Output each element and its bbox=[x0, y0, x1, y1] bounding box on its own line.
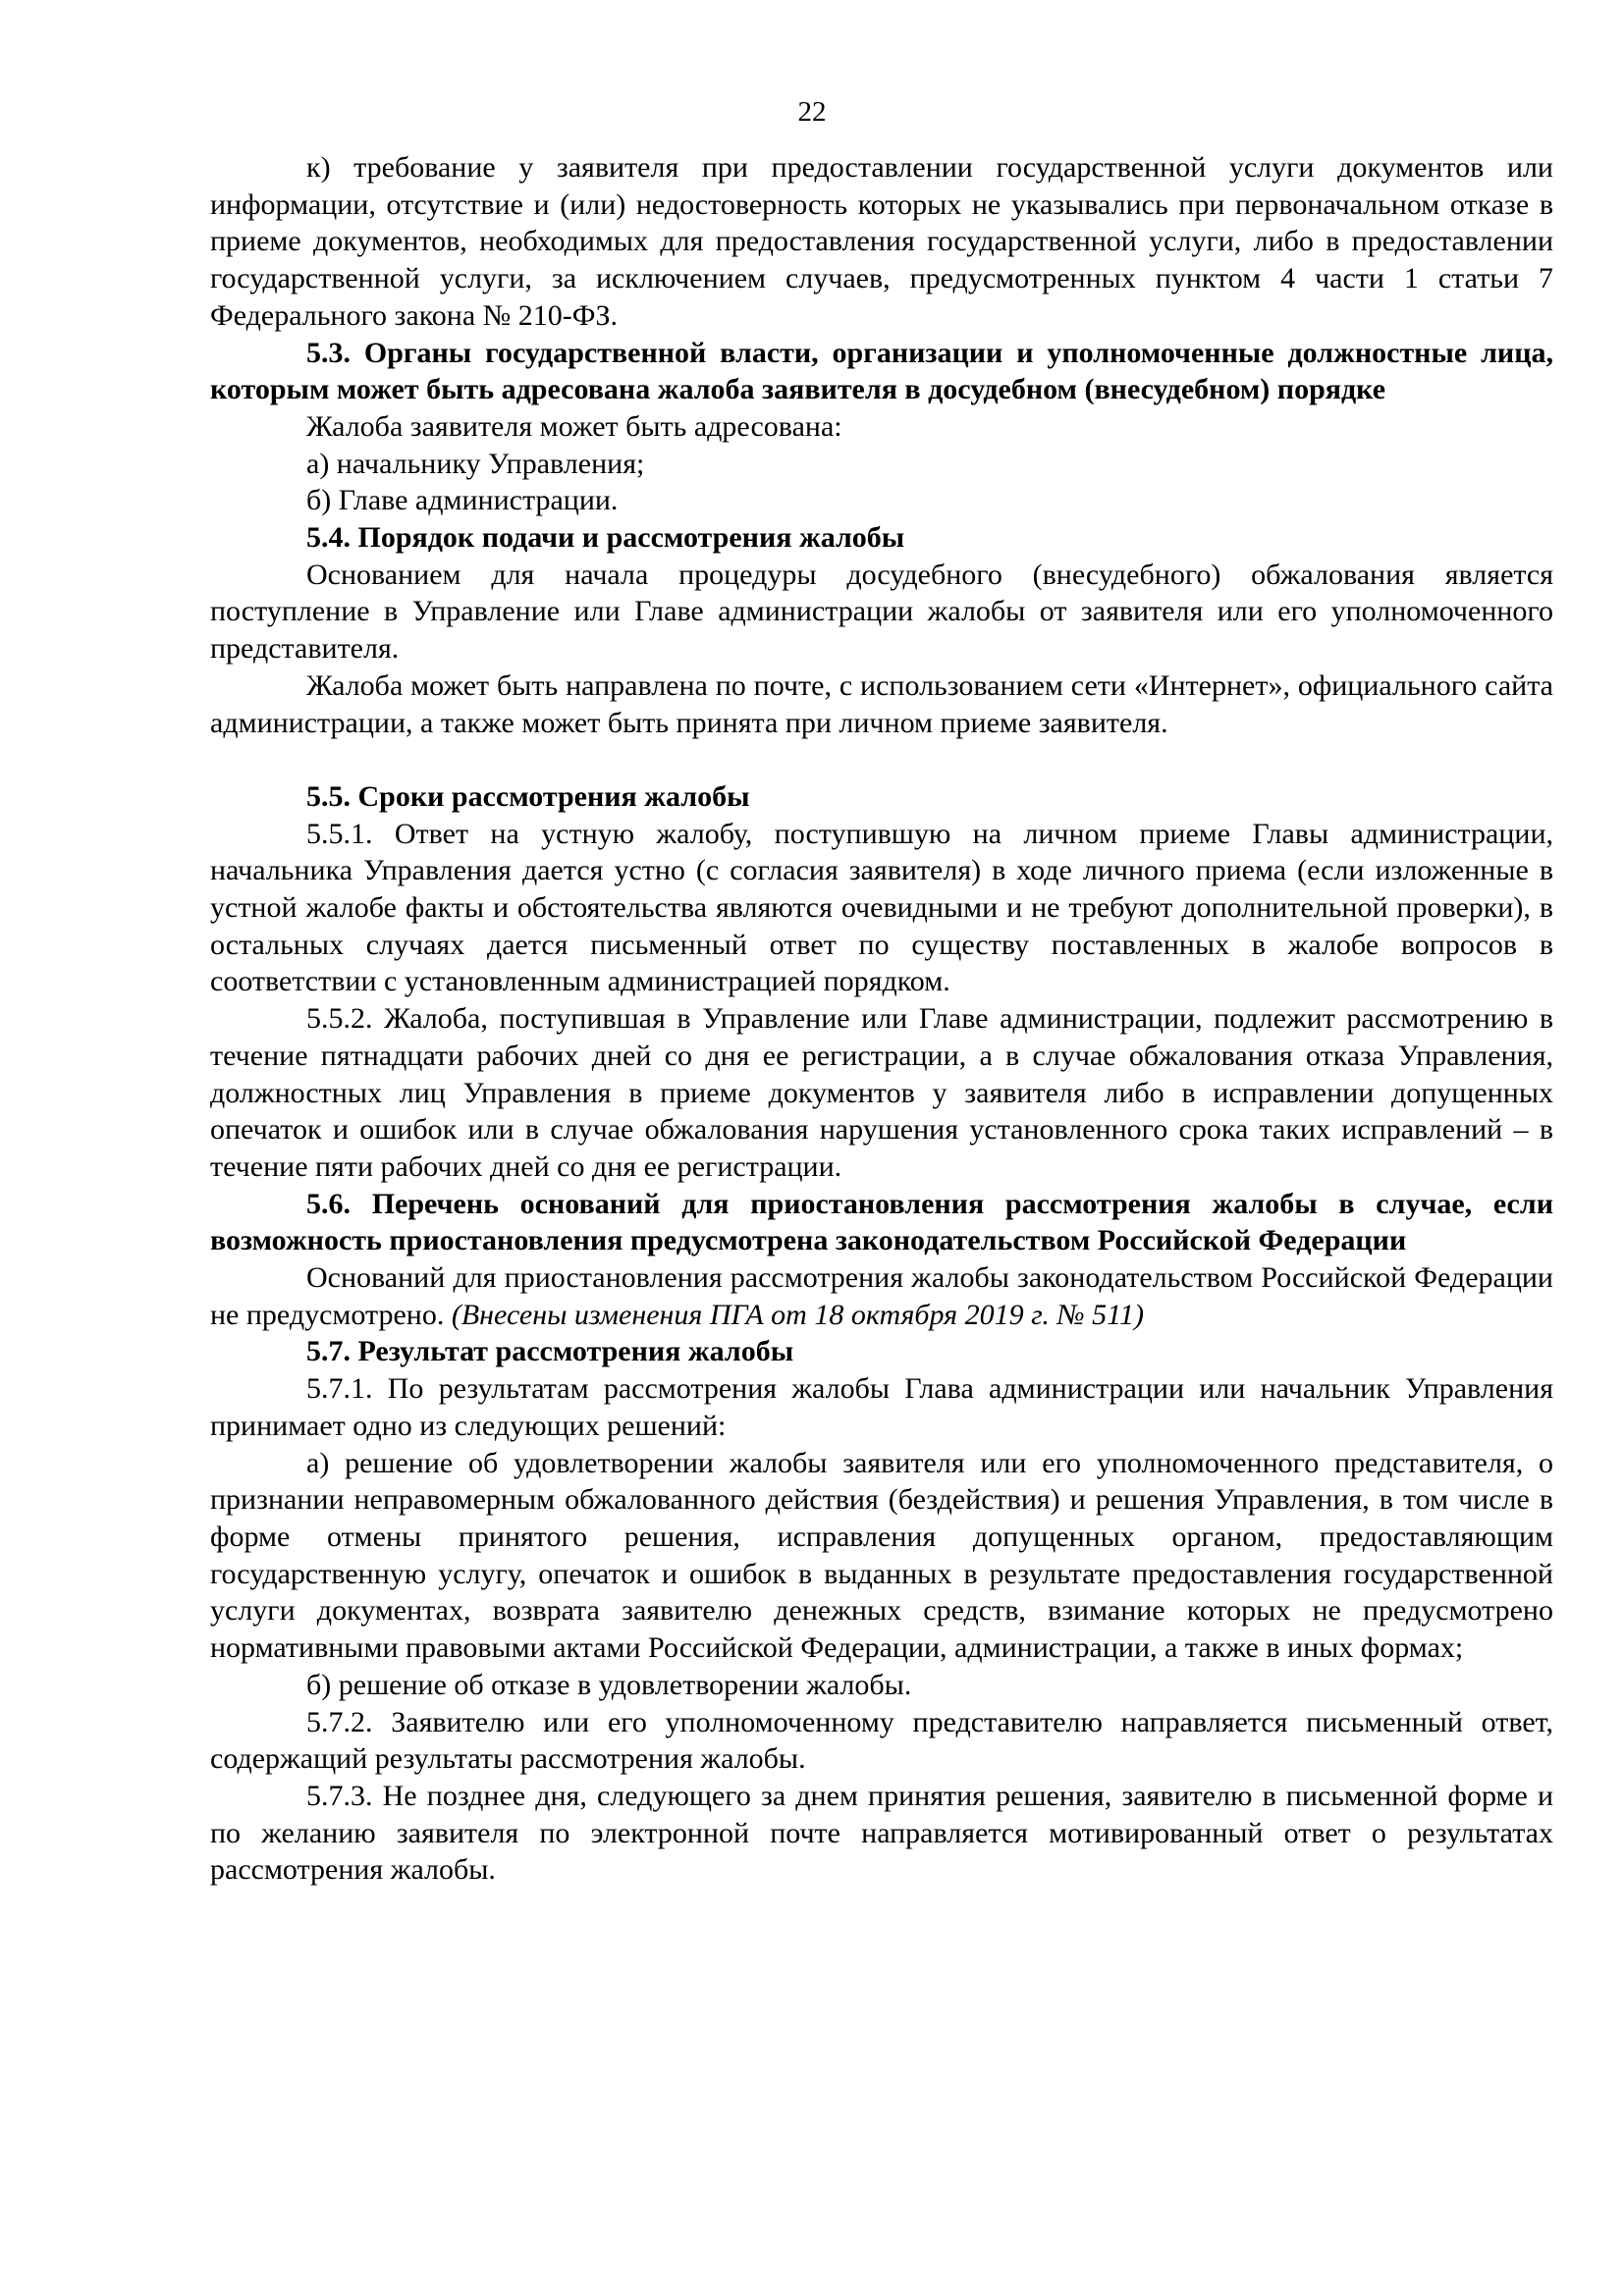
list-item-a: а) начальнику Управления; bbox=[306, 447, 645, 480]
paragraph-5-5-2: 5.5.2. Жалоба, поступившая в Управление или Главе администрации, подлежит рассмотрению в течение пятнадцати рабочих дней со дня ее регистрации, а в случае обжалования отказа Управления, должностных лиц Управления в приеме документов у заявителя либо в исправлении допущенных опечаток и ошибок или в случае обжалования нарушения установленного срока таких исправлений – в течение пяти рабочих дней со дня ее регистрации. bbox=[210, 1002, 1553, 1183]
paragraph-5-6-1-text: Оснований для приостановления рассмотрения жалобы законодательством Российской Федерации не предусмотрено. bbox=[210, 1261, 1553, 1331]
paragraph-5-4-channels: Жалоба может быть направлена по почте, с использованием сети «Интернет», официального сайта администрации, а также может быть принята при личном приеме заявителя. bbox=[210, 668, 1553, 739]
list-item-5-7-1-b: б) решение об отказе в удовлетворении жалобы. bbox=[306, 1668, 912, 1701]
paragraph-item-k: к) требование у заявителя при предоставлении государственной услуги документов или информации, отсутствие и (или) недостоверность которых не указывались при первоначальном отказе в приеме документов, необходимых для предоставления государственной услуги, либо в предоставлении государственной услуги, за исключением случаев, предусмотренных пунктом 4 части 1 статьи 7 Федерального закона № 210-ФЗ. bbox=[210, 151, 1553, 332]
section-heading-5-3: 5.3. Органы государственной власти, организации и уполномоченные должностные лица, которым может быть адресована жалоба заявителя в досудебном (внесудебном) порядке bbox=[210, 336, 1553, 406]
paragraph-5-7-2: 5.7.2. Заявителю или его уполномоченному представителю направляется письменный ответ, содержащий результаты рассмотрения жалобы. bbox=[210, 1705, 1553, 1776]
list-item-b: б) Главе администрации. bbox=[306, 484, 619, 517]
page-number: 22 bbox=[797, 96, 827, 128]
section-heading-5-6: 5.6. Перечень оснований для приостановления рассмотрения жалобы в случае, если возможность приостановления предусмотрена законодательством Российской Федерации bbox=[210, 1187, 1553, 1257]
paragraph-5-5-1: 5.5.1. Ответ на устную жалобу, поступившую на личном приеме Главы администрации, начальника Управления дается устно (с согласия заявителя) в ходе личного приема (если изложенные в устной жалобе факты и обстоятельства являются очевидными и не требуют дополнительной проверки), в остальных случаях дается письменный ответ по существу поставленных в жалобе вопросов в соответствии с установленным администрацией порядком. bbox=[210, 817, 1553, 998]
list-item-5-7-1-a: а) решение об удовлетворении жалобы заявителя или его уполномоченного представителя, о признании неправомерным обжалованного действия (бездействия) и решения Управления, в том числе в форме отмены принятого решения, исправления допущенных органом, предоставляющим государственную услугу, опечаток и ошибок в выданных в результате предоставления государственной услуги документах, возврата заявителю денежных средств, взимание которых не предусмотрено нормативными правовыми актами Российской Федерации, администрации, а также в иных формах; bbox=[210, 1446, 1553, 1665]
paragraph-5-7-3: 5.7.3. Не позднее дня, следующего за днем принятия решения, заявителю в письменной форме и по желанию заявителя по электронной почте направляется мотивированный ответ о результатах рассмотрения жалобы. bbox=[210, 1779, 1553, 1887]
paragraph-5-7-1: 5.7.1. По результатам рассмотрения жалобы Глава администрации или начальник Управления принимает одно из следующих решений: bbox=[210, 1372, 1553, 1442]
paragraph-5-6-1 bbox=[210, 1259, 1553, 1333]
paragraph-complaint-addressees: Жалоба заявителя может быть адресована: bbox=[306, 409, 842, 443]
paragraph-5-4-basis: Основанием для начала процедуры досудебного (внесудебного) обжалования является поступление в Управление или Главе администрации жалобы от заявителя или его уполномоченного представителя. bbox=[210, 558, 1553, 666]
document-body bbox=[210, 149, 1553, 1889]
amendment-note: (Внесены изменения ПГА от 18 октября 2019 г. № 511) bbox=[451, 1298, 1144, 1331]
section-heading-5-4: 5.4. Порядок подачи и рассмотрения жалобы bbox=[306, 521, 905, 555]
section-heading-5-7: 5.7. Результат рассмотрения жалобы bbox=[306, 1335, 794, 1368]
section-heading-5-5: 5.5. Сроки рассмотрения жалобы bbox=[306, 779, 750, 813]
